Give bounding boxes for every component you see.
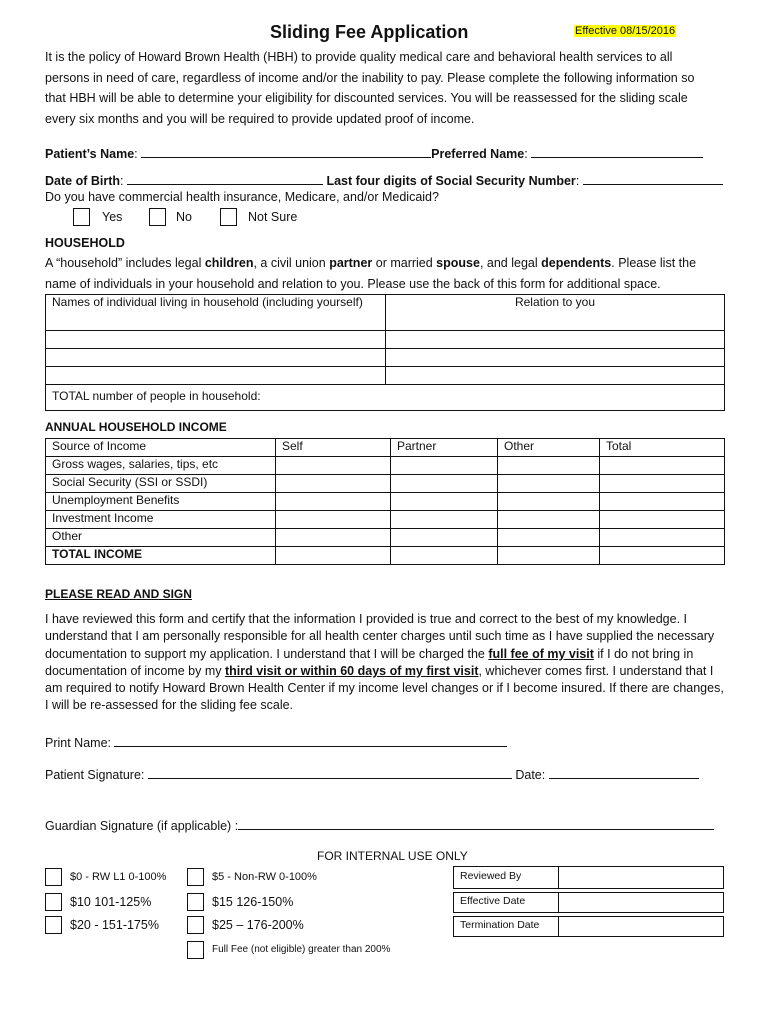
- income-col-partner: Partner: [391, 439, 498, 457]
- preferred-name-label: Preferred Name: [431, 147, 525, 161]
- household-name-cell[interactable]: [46, 331, 386, 349]
- household-total[interactable]: TOTAL number of people in household:: [46, 385, 725, 411]
- insurance-question: Do you have commercial health insurance, Medicare, and/or Medicaid?: [45, 190, 439, 204]
- tier-20-label: $20 - 151-175%: [70, 918, 159, 932]
- household-description: A “household” includes legal children, a civil union partner or married spouse, and legal dependents. Please list the name of individuals in your household and relation to you. Please use the back of this form for additional space.: [45, 256, 697, 291]
- income-total-label: TOTAL INCOME: [46, 547, 276, 565]
- preferred-name-field[interactable]: [531, 144, 703, 158]
- patient-signature-row: [45, 765, 699, 782]
- effective-date-label: Effective Date: [454, 893, 559, 913]
- tier-15-label: $15 126-150%: [212, 895, 294, 909]
- print-name-row: [45, 733, 507, 750]
- signature-date-label: Date:: [515, 768, 546, 782]
- tier-10-checkbox[interactable]: [45, 893, 62, 911]
- sign-heading: PLEASE READ AND SIGN: [45, 587, 192, 601]
- insurance-not-sure-checkbox[interactable]: [220, 208, 237, 226]
- effective-date-badge: Effective 08/15/2016: [575, 25, 676, 37]
- income-row-label: Gross wages, salaries, tips, etc: [46, 457, 276, 475]
- tier-20-checkbox[interactable]: [45, 916, 62, 934]
- income-col-other: Other: [498, 439, 600, 457]
- household-heading: HOUSEHOLD: [45, 236, 125, 250]
- tier-15-checkbox[interactable]: [187, 893, 204, 911]
- patient-signature-field[interactable]: [148, 765, 512, 779]
- household-table: [45, 294, 725, 411]
- tier-0-checkbox[interactable]: [45, 868, 62, 886]
- termination-date-field[interactable]: [559, 917, 724, 937]
- insurance-yes-checkbox[interactable]: [73, 208, 90, 226]
- income-col-total: Total: [600, 439, 725, 457]
- tier-5-label: $5 - Non-RW 0-100%: [212, 871, 317, 883]
- termination-date-label: Termination Date: [454, 917, 559, 937]
- guardian-signature-label: Guardian Signature (if applicable) :: [45, 819, 239, 833]
- page-title: Sliding Fee Application: [270, 22, 469, 42]
- income-heading: ANNUAL HOUSEHOLD INCOME: [45, 420, 227, 434]
- tier-25-label: $25 – 176-200%: [212, 918, 304, 932]
- policy-intro: It is the policy of Howard Brown Health (HBH) to provide quality medical care and behavioral health services to all persons in need of care, regardless of income and/or the inability to pay. Please complete the following information so that HBH will be able to determine your eligibility for discounted services. You will be reassessed for the sliding scale every six months and you will be required to provide updated proof of income.: [45, 50, 695, 126]
- household-name-cell[interactable]: [46, 367, 386, 385]
- effective-date-field[interactable]: [559, 893, 724, 913]
- income-col-self: Self: [276, 439, 391, 457]
- ssn-label: Last four digits of Social Security Number: [326, 174, 576, 188]
- termination-date-table: [453, 916, 724, 937]
- signature-date-field[interactable]: [549, 765, 699, 779]
- income-table: [45, 438, 725, 565]
- insurance-no-checkbox[interactable]: [149, 208, 166, 226]
- patient-signature-label: Patient Signature:: [45, 768, 145, 782]
- tier-10-label: $10 101-125%: [70, 895, 152, 909]
- full-fee-checkbox[interactable]: [187, 941, 204, 959]
- income-row-label: Social Security (SSI or SSDI): [46, 475, 276, 493]
- full-fee-label: Full Fee (not eligible) greater than 200%: [212, 944, 391, 955]
- internal-review-table: [453, 866, 724, 889]
- income-row-label: Other: [46, 529, 276, 547]
- dob-field[interactable]: [127, 171, 323, 185]
- guardian-signature-row: [45, 816, 714, 833]
- income-col-source: Source of Income: [46, 439, 276, 457]
- print-name-label: Print Name:: [45, 736, 111, 750]
- household-col-names: Names of individual living in household (including yourself): [46, 295, 386, 331]
- reviewed-by-field[interactable]: [559, 867, 724, 889]
- household-relation-cell[interactable]: [386, 331, 725, 349]
- insurance-yes-label: Yes: [102, 210, 123, 224]
- dob-ssn-row: Date of Birth: Last four digits of Social Security Number:: [45, 171, 723, 188]
- household-name-cell[interactable]: [46, 349, 386, 367]
- effective-date-table: [453, 892, 724, 913]
- household-relation-cell[interactable]: [386, 349, 725, 367]
- patient-name-row: Patient’s Name: Preferred Name:: [45, 144, 703, 161]
- patient-name-field[interactable]: [141, 144, 431, 158]
- income-row-label: Investment Income: [46, 511, 276, 529]
- insurance-not-sure-label: Not Sure: [248, 210, 298, 224]
- tier-0-label: $0 - RW L1 0-100%: [70, 871, 167, 883]
- guardian-signature-field[interactable]: [238, 816, 714, 830]
- tier-5-checkbox[interactable]: [187, 868, 204, 886]
- patient-name-label: Patient’s Name: [45, 147, 135, 161]
- ssn-field[interactable]: [583, 171, 723, 185]
- household-relation-cell[interactable]: [386, 367, 725, 385]
- certification-text: I have reviewed this form and certify that the information I provided is true and correct to the best of my knowledge. I understand that I am personally responsible for all health center charges until such time as I have supplied the necessary documentation to support my application. I understand that I will be charged the full fee of my visit if I do not bring in documentation of income by my third visit or within 60 days of my first visit, whichever comes first. I understand that I am required to notify Howard Brown Health Center if my income level changes or if I become insured. If there are changes, I will be re-assessed for the sliding fee scale.: [45, 612, 724, 713]
- internal-use-heading: FOR INTERNAL USE ONLY: [317, 849, 468, 863]
- print-name-field[interactable]: [114, 733, 507, 747]
- tier-25-checkbox[interactable]: [187, 916, 204, 934]
- household-col-relation: Relation to you: [386, 295, 725, 331]
- income-row-label: Unemployment Benefits: [46, 493, 276, 511]
- dob-label: Date of Birth: [45, 174, 120, 188]
- insurance-no-label: No: [176, 210, 192, 224]
- reviewed-by-label: Reviewed By: [454, 867, 559, 889]
